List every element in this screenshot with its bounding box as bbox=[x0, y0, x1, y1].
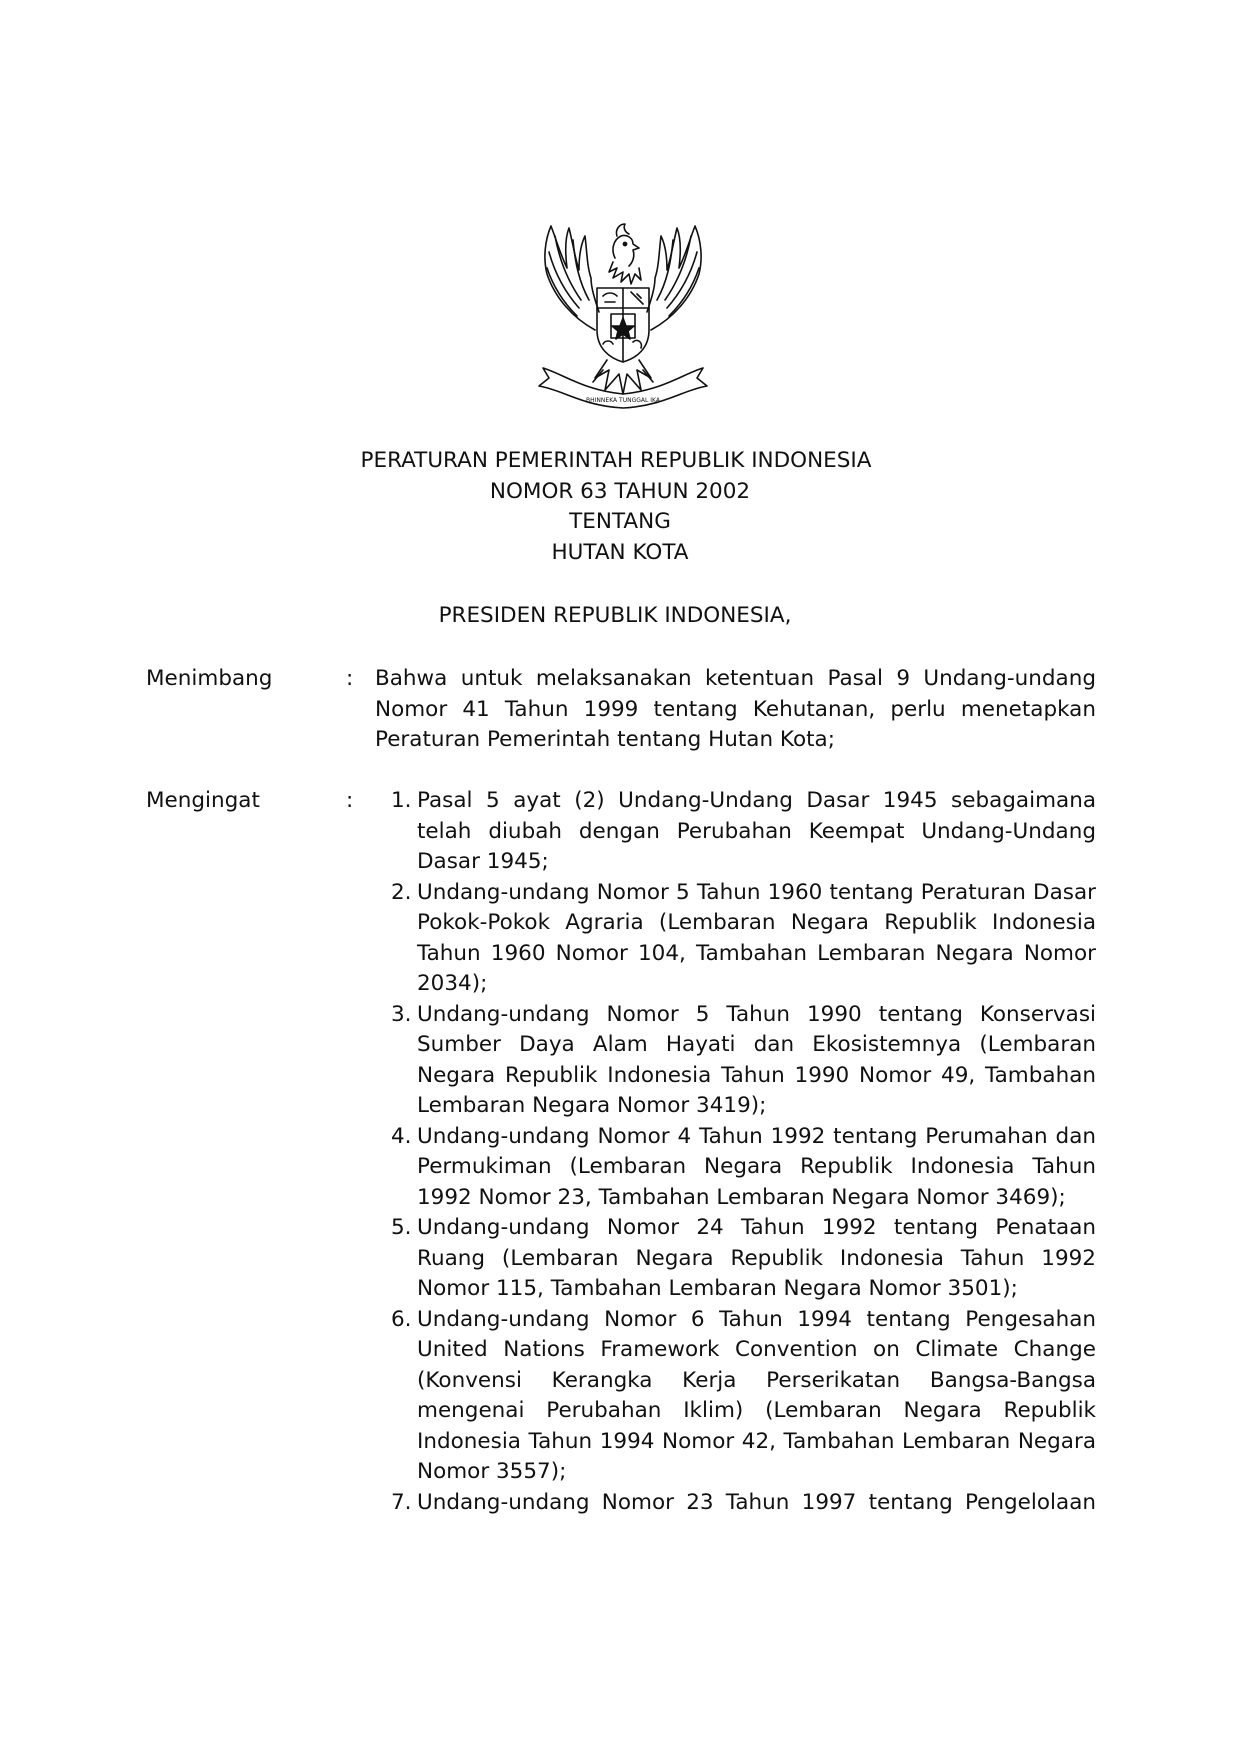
menimbang-label: Menimbang bbox=[146, 666, 273, 691]
title-line: PERATURAN PEMERINTAH REPUBLIK INDONESIA bbox=[360, 448, 872, 473]
mengingat-list bbox=[373, 786, 1096, 1518]
item-number: 6. bbox=[391, 1306, 412, 1332]
document-title bbox=[0, 446, 1240, 568]
item-text: Undang-undang Nomor 23 Tahun 1997 tentang Pengelolaan bbox=[417, 1489, 1096, 1515]
president-text: PRESIDEN REPUBLIK INDONESIA, bbox=[438, 603, 792, 628]
title-line: TENTANG bbox=[569, 509, 671, 534]
list-item bbox=[373, 1305, 1096, 1488]
item-text: Undang-undang Nomor 4 Tahun 1992 tentang Perumahan dan Permukiman (Lembaran Negara Republik Indonesia Tahun 1992 Nomor 23, Tambahan Lembaran Negara Nomor 3469); bbox=[417, 1123, 1096, 1210]
item-text: Undang-undang Nomor 5 Tahun 1960 tentang Peraturan Dasar Pokok-Pokok Agraria (Lembaran Negara Republik Indonesia Tahun 1960 Nomor 104, Tambahan Lembaran Negara Nomor 2034); bbox=[417, 879, 1096, 996]
mengingat-colon: : bbox=[346, 788, 354, 813]
item-number: 3. bbox=[391, 1001, 412, 1027]
item-number: 4. bbox=[391, 1123, 412, 1149]
title-line: HUTAN KOTA bbox=[551, 539, 689, 565]
item-text: Undang-undang Nomor 5 Tahun 1990 tentang Konservasi Sumber Daya Alam Hayati dan Ekosistemnya (Lembaran Negara Republik Indonesia Tahun 1990 Nomor 49, Tambahan Lembaran Negara Nomor 3419); bbox=[417, 1001, 1096, 1118]
list-item bbox=[373, 1000, 1096, 1122]
item-number: 1. bbox=[391, 788, 412, 813]
garuda-emblem bbox=[533, 218, 713, 414]
emblem-motto: BHINNEKA TUNGGAL IKA bbox=[586, 397, 660, 404]
list-item bbox=[373, 1488, 1096, 1519]
item-text: Undang-undang Nomor 24 Tahun 1992 tentang Penataan Ruang (Lembaran Negara Republik Indonesia Tahun 1992 Nomor 115, Tambahan Lembaran Negara Nomor 3501); bbox=[417, 1215, 1096, 1301]
president-heading bbox=[0, 601, 1240, 631]
item-text: Undang-undang Nomor 6 Tahun 1994 tentang Pengesahan United Nations Framework Convention on Climate Change (Konvensi Kerangka Kerja Perserikatan Bangsa-Bangsa mengenai Perubahan Iklim) (Lembaran Negara Republik Indonesia Tahun 1994 Nomor 42, Tambahan Lembaran Negara Nomor 3557); bbox=[417, 1306, 1096, 1484]
item-number: 2. bbox=[391, 879, 412, 905]
item-text: Pasal 5 ayat (2) Undang-Undang Dasar 1945 sebagaimana telah diubah dengan Perubahan Keempat Undang-Undang Dasar 1945; bbox=[417, 788, 1096, 874]
item-number: 5. bbox=[391, 1215, 412, 1240]
list-item bbox=[373, 878, 1096, 1000]
title-line: NOMOR 63 TAHUN 2002 bbox=[489, 478, 751, 504]
list-item bbox=[373, 786, 1096, 878]
list-item bbox=[373, 1122, 1096, 1214]
mengingat-label: Mengingat bbox=[146, 788, 260, 813]
menimbang-text: Bahwa untuk melaksanakan ketentuan Pasal 9 Undang-undang Nomor 41 Tahun 1999 tentang Kehutanan, perlu menetapkan Peraturan Pemerintah tentang Hutan Kota; bbox=[375, 666, 1096, 752]
list-item bbox=[373, 1213, 1096, 1305]
menimbang-colon: : bbox=[346, 666, 354, 691]
item-number: 7. bbox=[391, 1489, 412, 1515]
